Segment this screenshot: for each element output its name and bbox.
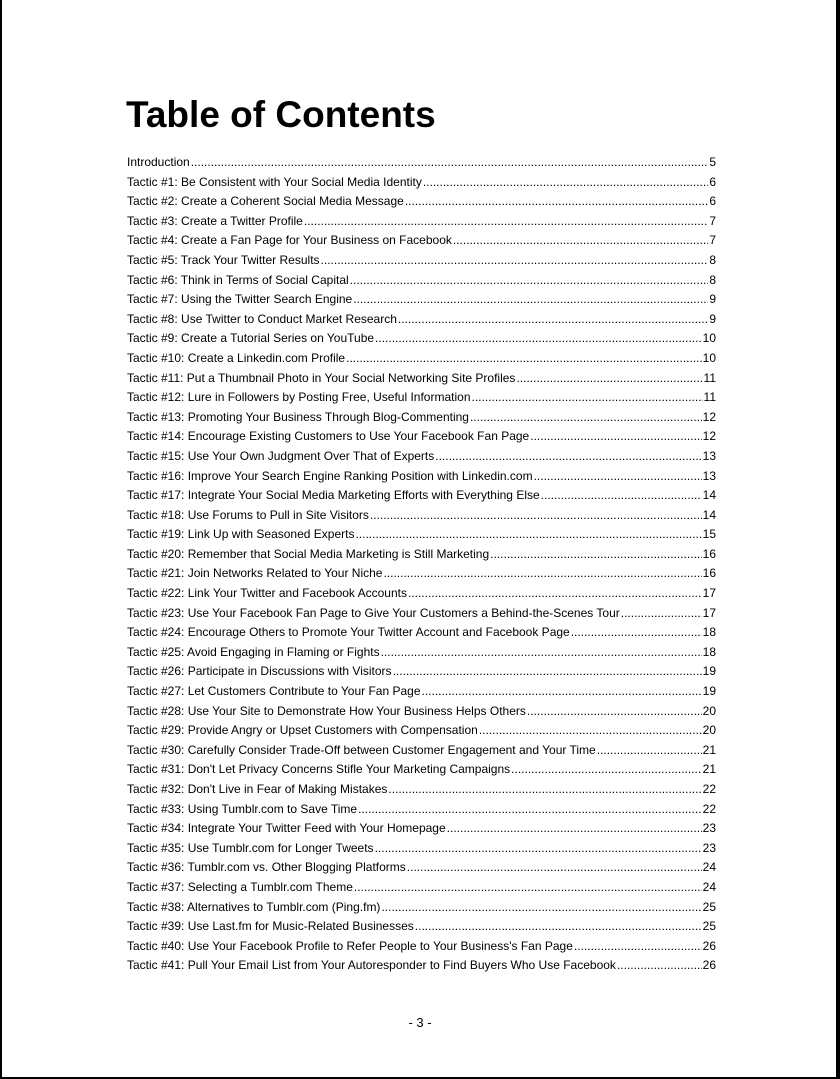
toc-entry[interactable] bbox=[127, 604, 716, 624]
toc-entry-page: 15 bbox=[702, 527, 716, 542]
toc-entry-title: Tactic #37: Selecting a Tumblr.com Theme bbox=[127, 879, 353, 894]
toc-entry[interactable] bbox=[127, 506, 716, 526]
toc-entry[interactable] bbox=[127, 290, 716, 310]
toc-dot-leader bbox=[383, 564, 701, 584]
toc-entry[interactable] bbox=[127, 800, 716, 820]
toc-entry-title: Tactic #30: Carefully Consider Trade-Off between Customer Engagement and Your Time bbox=[127, 742, 596, 757]
toc-entry-title: Tactic #35: Use Tumblr.com for Longer Tweets bbox=[127, 840, 374, 855]
toc-entry[interactable] bbox=[127, 153, 716, 173]
toc-dot-leader bbox=[541, 486, 702, 506]
toc-entry[interactable] bbox=[127, 662, 716, 682]
toc-entry-page: 5 bbox=[709, 155, 716, 169]
toc-entry-page: 22 bbox=[702, 782, 716, 796]
toc-entry[interactable] bbox=[127, 780, 716, 800]
toc-dot-leader bbox=[405, 192, 709, 212]
toc-entry-page: 12 bbox=[702, 429, 716, 444]
toc-dot-leader bbox=[415, 917, 702, 937]
toc-entry-page: 11 bbox=[703, 370, 716, 385]
toc-dot-leader bbox=[472, 388, 703, 408]
toc-dot-leader bbox=[453, 231, 708, 251]
toc-entry-page: 9 bbox=[709, 311, 716, 326]
toc-entry-title: Tactic #32: Don't Live in Fear of Making Mistakes bbox=[127, 782, 388, 796]
toc-dot-leader bbox=[574, 937, 702, 957]
toc-entry-page: 14 bbox=[702, 507, 716, 522]
toc-entry-page: 23 bbox=[702, 840, 716, 855]
page-title: Table of Contents bbox=[126, 94, 436, 135]
page-number: - 3 - bbox=[408, 1015, 432, 1030]
toc-entry[interactable] bbox=[127, 564, 716, 584]
toc-entry-title: Tactic #10: Create a Linkedin.com Profile bbox=[127, 350, 346, 365]
toc-entry-title: Tactic #6: Think in Terms of Social Capital bbox=[127, 272, 349, 287]
toc-entry-title: Tactic #22: Link Your Twitter and Facebook Accounts bbox=[127, 586, 407, 601]
toc-dot-leader bbox=[470, 408, 702, 428]
toc-entry[interactable] bbox=[127, 329, 716, 349]
toc-dot-leader bbox=[597, 741, 702, 761]
toc-entry-page: 12 bbox=[702, 409, 716, 424]
toc-entry-title: Tactic #7: Using the Twitter Search Engine bbox=[127, 292, 353, 307]
toc-entry[interactable] bbox=[127, 369, 716, 389]
toc-entry[interactable] bbox=[127, 173, 716, 193]
toc-dot-leader bbox=[516, 369, 702, 389]
toc-entry-page: 10 bbox=[702, 350, 716, 365]
toc-dot-leader bbox=[534, 467, 702, 487]
toc-entry-title: Tactic #41: Pull Your Email List from Your Autoresponder to Find Buyers Who Use Facebook bbox=[127, 958, 616, 973]
toc-entry-title: Tactic #39: Use Last.fm for Music-Related Businesses bbox=[127, 919, 414, 934]
toc-dot-leader bbox=[388, 780, 701, 800]
toc-entry[interactable] bbox=[127, 212, 716, 232]
toc-entry-page: 25 bbox=[702, 919, 716, 934]
toc-entry-page: 20 bbox=[702, 703, 716, 718]
toc-dot-leader bbox=[381, 643, 702, 663]
toc-entry-page: 17 bbox=[702, 586, 716, 601]
toc-entry-title: Tactic #34: Integrate Your Twitter Feed with Your Homepage bbox=[127, 821, 446, 836]
toc-entry-title: Tactic #31: Don't Let Privacy Concerns Stifle Your Marketing Campaigns bbox=[127, 762, 511, 777]
toc-entry[interactable] bbox=[127, 349, 716, 369]
toc-dot-leader bbox=[447, 819, 702, 839]
toc-dot-leader bbox=[621, 604, 702, 624]
toc-dot-leader bbox=[353, 290, 708, 310]
toc-entry-title: Tactic #9: Create a Tutorial Series on YouTube bbox=[127, 331, 375, 346]
toc-entry-title: Tactic #25: Avoid Engaging in Flaming or Fights bbox=[127, 644, 380, 659]
toc-entry-page: 16 bbox=[702, 566, 716, 581]
toc-dot-leader bbox=[407, 858, 702, 878]
toc-entry-title: Tactic #13: Promoting Your Business Through Blog-Commenting bbox=[127, 409, 469, 424]
toc-entry-title: Introduction bbox=[127, 155, 190, 169]
toc-entry[interactable] bbox=[127, 682, 716, 702]
toc-entry-page: 22 bbox=[702, 801, 716, 816]
toc-entry-title: Tactic #21: Join Networks Related to Your Niche bbox=[127, 566, 383, 581]
toc-entry-page: 13 bbox=[702, 448, 716, 463]
toc-entry-title: Tactic #17: Integrate Your Social Media Marketing Efforts with Everything Else bbox=[127, 488, 540, 503]
toc-entry-title: Tactic #29: Provide Angry or Upset Customers with Compensation bbox=[127, 723, 478, 738]
toc-entry-page: 13 bbox=[702, 468, 716, 483]
toc-entry[interactable] bbox=[127, 486, 716, 506]
toc-entry-page: 19 bbox=[702, 684, 716, 699]
toc-entry-page: 6 bbox=[709, 174, 716, 189]
toc-dot-leader bbox=[530, 427, 701, 447]
toc-entry[interactable] bbox=[127, 623, 716, 643]
toc-entry[interactable] bbox=[127, 937, 716, 957]
toc-entry-title: Tactic #33: Using Tumblr.com to Save Time bbox=[127, 801, 358, 816]
toc-entry[interactable] bbox=[127, 231, 716, 251]
toc-entry[interactable] bbox=[127, 584, 716, 604]
toc-entry-page: 26 bbox=[702, 958, 716, 973]
toc-entry[interactable] bbox=[127, 525, 716, 545]
toc-dot-leader bbox=[511, 760, 701, 780]
toc-dot-leader bbox=[370, 506, 702, 526]
toc-entry-page: 16 bbox=[702, 546, 716, 561]
toc-entry-page: 24 bbox=[702, 860, 716, 875]
toc-dot-leader bbox=[617, 956, 702, 976]
toc-dot-leader bbox=[191, 153, 709, 173]
toc-entry-page: 18 bbox=[702, 625, 716, 640]
toc-entry-title: Tactic #40: Use Your Facebook Profile to Refer People to Your Business's Fan Page bbox=[127, 938, 573, 953]
toc-dot-leader bbox=[490, 545, 701, 565]
toc-entry-title: Tactic #5: Track Your Twitter Results bbox=[127, 252, 320, 267]
toc-dot-leader bbox=[375, 329, 702, 349]
toc-entry-title: Tactic #15: Use Your Own Judgment Over That of Experts bbox=[127, 448, 435, 463]
toc-entry[interactable] bbox=[127, 388, 716, 408]
toc-entry-title: Tactic #23: Use Your Facebook Fan Page to Give Your Customers a Behind-the-Scenes Tour bbox=[127, 605, 620, 620]
toc-entry[interactable] bbox=[127, 741, 716, 761]
toc-entry-page: 8 bbox=[709, 272, 716, 287]
toc-entry-title: Tactic #20: Remember that Social Media Marketing is Still Marketing bbox=[127, 546, 490, 561]
toc-entry-page: 14 bbox=[702, 488, 716, 503]
page-border-right bbox=[836, 0, 840, 1079]
toc-entry-title: Tactic #2: Create a Coherent Social Media Message bbox=[127, 194, 404, 209]
toc-entry-page: 25 bbox=[702, 899, 716, 914]
toc-entry-title: Tactic #1: Be Consistent with Your Social Media Identity bbox=[127, 174, 422, 189]
toc-entry-title: Tactic #28: Use Your Site to Demonstrate How Your Business Helps Others bbox=[127, 703, 526, 718]
toc-dot-leader bbox=[527, 702, 702, 722]
toc-entry-title: Tactic #8: Use Twitter to Conduct Market Research bbox=[127, 311, 397, 326]
toc-entry-page: 24 bbox=[702, 879, 716, 894]
toc-entry[interactable] bbox=[127, 467, 716, 487]
toc-entry-title: Tactic #16: Improve Your Search Engine Ranking Position with Linkedin.com bbox=[127, 468, 533, 483]
toc-dot-leader bbox=[422, 682, 702, 702]
toc-dot-leader bbox=[375, 839, 702, 859]
toc-entry[interactable] bbox=[127, 192, 716, 212]
toc-entry[interactable] bbox=[127, 427, 716, 447]
toc-entry[interactable] bbox=[127, 271, 716, 291]
toc-entry-page: 19 bbox=[702, 664, 716, 679]
toc-entry[interactable] bbox=[127, 956, 716, 976]
toc-entry[interactable] bbox=[127, 310, 716, 330]
toc-entry-page: 21 bbox=[702, 762, 716, 777]
toc-entry-page: 21 bbox=[702, 742, 716, 757]
toc-entry[interactable] bbox=[127, 760, 716, 780]
toc-entry-title: Tactic #4: Create a Fan Page for Your Business on Facebook bbox=[127, 233, 452, 248]
toc-entry-page: 20 bbox=[702, 723, 716, 738]
toc-entry-title: Tactic #38: Alternatives to Tumblr.com (Ping.fm) bbox=[127, 899, 381, 914]
toc-entry-title: Tactic #27: Let Customers Contribute to Your Fan Page bbox=[127, 684, 421, 699]
toc-entry-title: Tactic #11: Put a Thumbnail Photo in Your Social Networking Site Profiles bbox=[127, 370, 516, 385]
toc-entry[interactable] bbox=[127, 839, 716, 859]
toc-dot-leader bbox=[571, 623, 702, 643]
toc-dot-leader bbox=[393, 662, 702, 682]
toc-entry-title: Tactic #3: Create a Twitter Profile bbox=[127, 213, 303, 228]
toc-dot-leader bbox=[479, 721, 702, 741]
toc-entry-page: 8 bbox=[709, 252, 716, 267]
toc-dot-leader bbox=[381, 898, 701, 918]
toc-entry-page: 7 bbox=[709, 213, 716, 228]
toc-entry-page: 9 bbox=[709, 292, 716, 307]
toc-dot-leader bbox=[321, 251, 709, 271]
toc-dot-leader bbox=[355, 525, 701, 545]
toc-entry-page: 11 bbox=[703, 390, 716, 405]
toc-entry-page: 26 bbox=[702, 938, 716, 953]
toc-dot-leader bbox=[358, 800, 702, 820]
toc-entry-title: Tactic #26: Participate in Discussions with Visitors bbox=[127, 664, 392, 679]
toc-entry-page: 10 bbox=[702, 331, 716, 346]
toc-entry-page: 17 bbox=[702, 605, 716, 620]
toc-entry[interactable] bbox=[127, 545, 716, 565]
toc-entry[interactable] bbox=[127, 819, 716, 839]
toc-dot-leader bbox=[423, 173, 708, 193]
toc-entry[interactable] bbox=[127, 408, 716, 428]
toc-entry-page: 18 bbox=[702, 644, 716, 659]
toc-entry-title: Tactic #36: Tumblr.com vs. Other Blogging Platforms bbox=[127, 860, 406, 875]
toc-entry-page: 6 bbox=[709, 194, 716, 209]
toc-entry[interactable] bbox=[127, 721, 716, 741]
toc-entry[interactable] bbox=[127, 917, 716, 937]
page-border-left bbox=[0, 0, 2, 1079]
toc-entry-page: 7 bbox=[709, 233, 716, 248]
toc-entry[interactable] bbox=[127, 447, 716, 467]
toc-dot-leader bbox=[304, 212, 708, 232]
toc-entry-title: Tactic #24: Encourage Others to Promote Your Twitter Account and Facebook Page bbox=[127, 625, 570, 640]
toc-entry-title: Tactic #18: Use Forums to Pull in Site Visitors bbox=[127, 507, 369, 522]
toc-entry[interactable] bbox=[127, 878, 716, 898]
toc-entry[interactable] bbox=[127, 898, 716, 918]
toc-dot-leader bbox=[350, 271, 709, 291]
toc-dot-leader bbox=[346, 349, 702, 369]
toc-entry[interactable] bbox=[127, 643, 716, 663]
toc-dot-leader bbox=[435, 447, 701, 467]
toc-entry-title: Tactic #12: Lure in Followers by Posting Free, Useful Information bbox=[127, 390, 471, 405]
toc-entry[interactable] bbox=[127, 858, 716, 878]
toc-entry-page: 23 bbox=[702, 821, 716, 836]
toc-dot-leader bbox=[354, 878, 702, 898]
table-of-contents bbox=[127, 153, 716, 976]
toc-dot-leader bbox=[408, 584, 702, 604]
toc-entry-title: Tactic #19: Link Up with Seasoned Experts bbox=[127, 527, 355, 542]
toc-dot-leader bbox=[398, 310, 708, 330]
toc-entry-title: Tactic #14: Encourage Existing Customers to Use Your Facebook Fan Page bbox=[127, 429, 530, 444]
toc-entry[interactable] bbox=[127, 702, 716, 722]
toc-entry[interactable] bbox=[127, 251, 716, 271]
